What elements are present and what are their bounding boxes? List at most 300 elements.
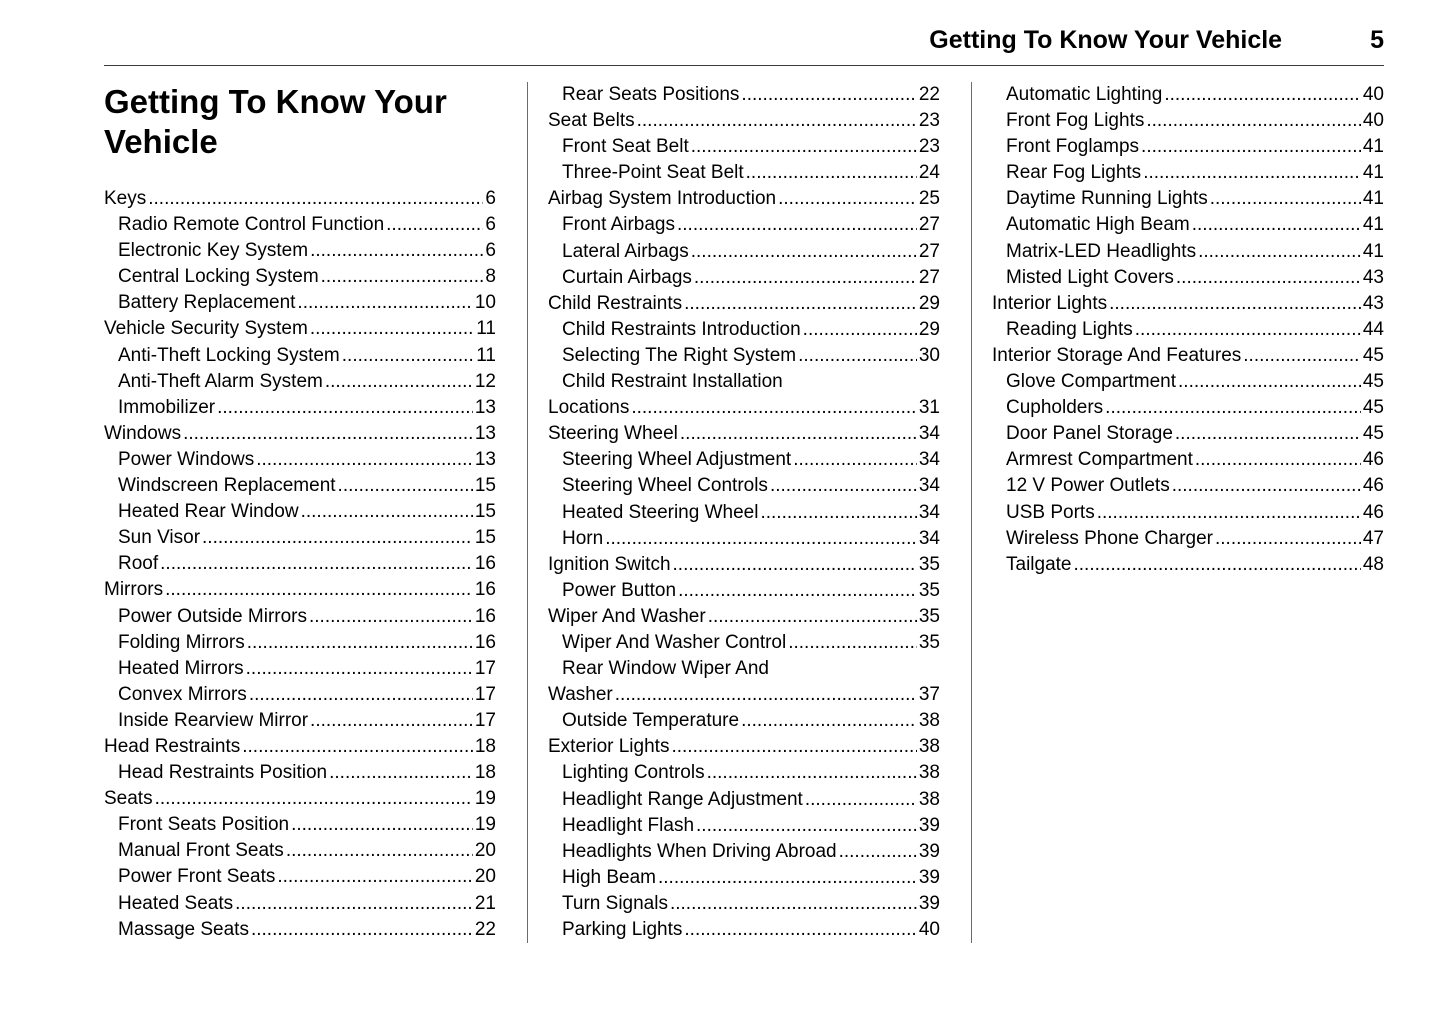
toc-entry-page: 34	[918, 449, 940, 471]
toc-leader-dots	[788, 630, 917, 656]
toc-entry[interactable]	[548, 526, 940, 552]
toc-entry-page: 23	[918, 136, 940, 158]
toc-leader-dots	[310, 316, 474, 342]
toc-entry-label: Inside Rearview Mirror	[118, 709, 309, 731]
toc-leader-dots	[251, 917, 473, 943]
toc-leader-dots	[615, 682, 917, 708]
toc-entry[interactable]	[548, 82, 940, 108]
toc-leader-dots	[148, 186, 483, 212]
toc-entry[interactable]	[104, 734, 496, 760]
toc-entry-label: Power Outside Mirrors	[118, 605, 307, 627]
toc-leader-dots	[217, 395, 473, 421]
toc-leader-dots	[760, 500, 916, 526]
toc-entry[interactable]	[548, 917, 940, 943]
toc-entry-page: 29	[918, 318, 940, 340]
toc-entry[interactable]	[104, 395, 496, 421]
toc-entry-page: 18	[474, 735, 496, 757]
toc-entry-page: 13	[474, 422, 496, 444]
toc-entry[interactable]	[104, 577, 496, 603]
toc-leader-dots	[338, 473, 473, 499]
toc-entry-label: Rear Window Wiper And	[562, 658, 769, 680]
toc-entry[interactable]	[992, 239, 1384, 265]
column-divider	[527, 82, 528, 943]
toc-entry-label: Automatic Lighting	[1006, 84, 1163, 105]
toc-leader-dots	[165, 577, 473, 603]
toc-leader-dots	[1178, 369, 1361, 395]
toc-entry-page: 13	[474, 396, 496, 418]
toc-entry[interactable]	[548, 343, 940, 369]
toc-entry[interactable]	[992, 82, 1384, 108]
toc-entry-page: 13	[474, 448, 496, 470]
toc-entry[interactable]	[548, 160, 940, 186]
toc-entry-page: 20	[474, 840, 496, 862]
toc-entry-label: Glove Compartment	[1006, 371, 1177, 393]
toc-entry-label: Central Locking System	[118, 266, 319, 288]
toc-leader-dots	[342, 343, 475, 369]
toc-entry-page: 6	[485, 188, 496, 209]
toc-leader-dots	[1195, 447, 1361, 473]
toc-entry-page: 27	[918, 240, 940, 262]
toc-entry[interactable]	[104, 760, 496, 786]
toc-entry[interactable]	[992, 369, 1384, 395]
toc-entry-page: 34	[918, 475, 940, 497]
column-divider	[971, 82, 972, 943]
toc-entry-label: Heated Seats	[118, 892, 234, 914]
toc-entry-page: 35	[918, 631, 940, 653]
toc-leader-dots	[286, 838, 473, 864]
toc-list-3	[992, 82, 1384, 578]
toc-entry[interactable]	[104, 630, 496, 656]
toc-leader-dots	[291, 812, 473, 838]
toc-entry[interactable]	[548, 108, 940, 134]
section-title: Getting To Know Your Vehicle	[104, 83, 447, 160]
toc-entry-label: Immobilizer	[118, 396, 216, 418]
toc-entry-page: 10	[474, 292, 496, 314]
toc-entry[interactable]	[548, 265, 940, 291]
toc-entry[interactable]	[548, 212, 940, 238]
toc-leader-dots	[1109, 291, 1361, 317]
toc-entry-page: 6	[485, 240, 496, 262]
toc-leader-dots	[235, 891, 473, 917]
toc-leader-dots	[778, 186, 917, 212]
toc-entry[interactable]	[104, 316, 496, 342]
toc-leader-dots	[637, 108, 917, 134]
toc-entry-page: 40	[1362, 110, 1384, 132]
toc-entry-page: 48	[1362, 553, 1384, 575]
toc-entry-page: 45	[1362, 423, 1384, 445]
toc-leader-dots	[684, 917, 916, 943]
toc-entry-label: Heated Rear Window	[118, 501, 299, 523]
toc-entry[interactable]	[992, 343, 1384, 369]
toc-leader-dots	[691, 134, 917, 160]
toc-entry-page: 43	[1362, 292, 1384, 314]
toc-entry-page: 23	[918, 110, 940, 132]
toc-entry-label: Armrest Compartment	[1006, 449, 1193, 471]
toc-entry-page: 31	[918, 397, 940, 419]
toc-leader-dots	[605, 526, 917, 552]
toc-leader-dots	[803, 317, 917, 343]
toc-leader-dots	[684, 291, 917, 317]
toc-entry-label: Headlight Range Adjustment	[562, 788, 803, 810]
toc-entry-page: 41	[1362, 188, 1384, 210]
toc-entry-label: Ignition Switch	[548, 553, 671, 575]
toc-leader-dots	[1074, 552, 1361, 578]
toc-entry-page: 12	[474, 370, 496, 392]
toc-entry-label: Anti-Theft Locking System	[118, 344, 340, 366]
toc-entry[interactable]	[548, 369, 940, 395]
toc-entry[interactable]	[992, 317, 1384, 343]
toc-leader-dots	[746, 160, 917, 186]
toc-entry-page: 16	[474, 579, 496, 601]
toc-entry[interactable]	[104, 369, 496, 395]
toc-entry[interactable]	[548, 604, 940, 630]
toc-entry-label: Front Foglamps	[1006, 136, 1140, 158]
toc-entry-label: Anti-Theft Alarm System	[118, 370, 323, 392]
toc-entry[interactable]	[104, 917, 496, 943]
toc-entry[interactable]	[548, 239, 940, 265]
toc-entry[interactable]	[992, 447, 1384, 473]
toc-entry-page: 39	[918, 840, 940, 862]
toc-leader-dots	[1143, 160, 1361, 186]
toc-leader-dots	[1192, 212, 1361, 238]
toc-entry-label: Keys	[104, 188, 147, 209]
toc-entry-page: 35	[918, 579, 940, 601]
toc-entry-page: 22	[918, 84, 940, 105]
toc-entry[interactable]	[992, 134, 1384, 160]
toc-entry-label: 12 V Power Outlets	[1006, 475, 1170, 497]
toc-entry-label: Interior Storage And Features	[992, 344, 1242, 366]
toc-entry-page: 16	[474, 631, 496, 653]
toc-leader-dots	[1141, 134, 1361, 160]
toc-leader-dots	[310, 238, 483, 264]
toc-entry[interactable]	[104, 421, 496, 447]
toc-entry[interactable]	[104, 864, 496, 890]
toc-entry[interactable]	[104, 473, 496, 499]
toc-entry[interactable]	[548, 734, 940, 760]
toc-entry[interactable]	[104, 238, 496, 264]
toc-entry-label: Power Button	[562, 579, 677, 601]
toc-leader-dots	[691, 239, 917, 265]
toc-leader-dots	[673, 552, 917, 578]
toc-leader-dots	[325, 369, 473, 395]
toc-entry-page: 39	[918, 814, 940, 836]
toc-entry[interactable]	[548, 395, 940, 421]
toc-entry[interactable]	[548, 134, 940, 160]
toc-entry-label: Airbag System Introduction	[548, 188, 777, 210]
toc-entry-label: Parking Lights	[562, 919, 683, 940]
toc-entry[interactable]	[548, 552, 940, 578]
toc-entry[interactable]	[548, 186, 940, 212]
toc-entry[interactable]	[548, 656, 940, 682]
toc-entry[interactable]	[104, 525, 496, 551]
toc-entry-page: 35	[918, 553, 940, 575]
toc-leader-dots	[1176, 265, 1361, 291]
toc-entry-page: 43	[1362, 266, 1384, 288]
toc-entry-label: Steering Wheel Adjustment	[562, 449, 792, 471]
toc-entry[interactable]	[548, 865, 940, 891]
toc-entry[interactable]	[992, 186, 1384, 212]
toc-entry-page: 38	[918, 736, 940, 758]
toc-entry-page: 15	[474, 475, 496, 497]
toc-entry[interactable]	[548, 891, 940, 917]
toc-entry-label: Massage Seats	[118, 918, 249, 940]
toc-leader-dots	[1146, 108, 1361, 134]
toc-entry-page: 41	[1362, 240, 1384, 262]
toc-leader-dots	[1105, 395, 1361, 421]
toc-entry[interactable]	[548, 760, 940, 786]
toc-leader-dots	[741, 708, 917, 734]
toc-leader-dots	[247, 630, 473, 656]
toc-entry-page: 21	[474, 892, 496, 914]
toc-entry[interactable]	[548, 813, 940, 839]
toc-entry-label: Washer	[548, 684, 613, 706]
toc-entry-label: Windows	[104, 422, 182, 444]
toc-entry[interactable]	[104, 343, 496, 369]
toc-entry-label: Rear Seats Positions	[562, 84, 740, 105]
toc-entry-label: Automatic High Beam	[1006, 214, 1190, 236]
toc-entry[interactable]	[548, 630, 940, 656]
toc-entry[interactable]	[104, 447, 496, 473]
toc-leader-dots	[1215, 526, 1361, 552]
toc-entry-label: Wiper And Washer	[548, 605, 706, 627]
toc-entry[interactable]	[992, 552, 1384, 578]
toc-leader-dots	[696, 813, 917, 839]
toc-entry-label: Mirrors	[104, 579, 164, 601]
toc-entry-label: USB Ports	[1006, 501, 1095, 523]
toc-entry-label: Convex Mirrors	[118, 683, 247, 705]
toc-entry[interactable]	[548, 291, 940, 317]
toc-entry[interactable]	[548, 421, 940, 447]
toc-entry[interactable]	[548, 473, 940, 499]
toc-entry-page: 34	[918, 501, 940, 523]
toc-entry-label: Front Fog Lights	[1006, 110, 1145, 132]
toc-entry[interactable]	[104, 812, 496, 838]
toc-leader-dots	[677, 212, 917, 238]
toc-entry-label: Radio Remote Control Function	[118, 214, 385, 236]
toc-leader-dots	[160, 551, 473, 577]
toc-leader-dots	[680, 421, 917, 447]
toc-leader-dots	[183, 421, 473, 447]
toc-entry-label: Heated Mirrors	[118, 657, 244, 679]
toc-leader-dots	[1097, 500, 1361, 526]
toc-entry-page: 38	[918, 788, 940, 810]
toc-entry-label: Reading Lights	[1006, 318, 1133, 340]
toc-entry-page: 38	[918, 710, 940, 732]
toc-leader-dots	[246, 656, 473, 682]
toc-entry-page: 15	[474, 501, 496, 523]
toc-leader-dots	[670, 891, 917, 917]
toc-leader-dots	[1243, 343, 1361, 369]
toc-entry-page: 18	[474, 762, 496, 784]
toc-entry-page: 45	[1362, 371, 1384, 393]
toc-entry-label: Misted Light Covers	[1006, 266, 1174, 288]
toc-leader-dots	[694, 265, 917, 291]
toc-entry[interactable]	[992, 108, 1384, 134]
toc-entry-label: Tailgate	[1006, 553, 1072, 575]
toc-entry[interactable]	[104, 682, 496, 708]
toc-leader-dots	[242, 734, 473, 760]
toc-entry-label: Headlight Flash	[562, 814, 695, 836]
toc-entry-page: 25	[918, 188, 940, 210]
toc-entry-page: 39	[918, 892, 940, 914]
toc-entry[interactable]	[992, 500, 1384, 526]
toc-entry[interactable]	[548, 787, 940, 813]
toc-entry-page: 34	[918, 527, 940, 549]
toc-entry-page: 17	[474, 657, 496, 679]
toc-entry-label: Windscreen Replacement	[118, 475, 336, 497]
toc-leader-dots	[202, 525, 473, 551]
toc-entry[interactable]	[548, 682, 940, 708]
toc-leader-dots	[1198, 239, 1361, 265]
toc-entry-page: 41	[1362, 136, 1384, 158]
toc-entry[interactable]	[992, 395, 1384, 421]
toc-list-2	[548, 82, 940, 943]
toc-entry-label: Wireless Phone Charger	[1006, 527, 1213, 549]
toc-entry-page: 30	[918, 344, 940, 366]
toc-leader-dots	[277, 864, 473, 890]
toc-entry-page: 41	[1362, 214, 1384, 236]
toc-entry-page: 11	[476, 318, 496, 340]
toc-leader-dots	[671, 734, 916, 760]
toc-entry-label: Matrix-LED Headlights	[1006, 240, 1197, 262]
toc-entry[interactable]	[104, 786, 496, 812]
toc-entry[interactable]	[992, 421, 1384, 447]
toc-entry-page: 29	[918, 292, 940, 314]
toc-entry[interactable]	[104, 264, 496, 290]
toc-entry-page: 46	[1362, 501, 1384, 523]
toc-list-1	[104, 186, 496, 943]
running-header-title: Getting To Know Your Vehicle	[929, 26, 1283, 54]
toc-entry-label: Interior Lights	[992, 292, 1108, 314]
toc-entry[interactable]	[548, 500, 940, 526]
toc-entry-label: Child Restraints	[548, 292, 683, 314]
toc-leader-dots	[310, 708, 473, 734]
toc-entry-page: 17	[474, 709, 496, 731]
toc-entry-label: Locations	[548, 397, 630, 419]
toc-entry-page: 24	[918, 162, 940, 184]
toc-leader-dots	[805, 787, 917, 813]
toc-entry-page: 19	[474, 814, 496, 836]
toc-entry[interactable]	[548, 708, 940, 734]
toc-entry-label: Sun Visor	[118, 527, 201, 549]
toc-entry-label: Exterior Lights	[548, 736, 670, 758]
toc-entry-label: Vehicle Security System	[104, 318, 308, 340]
toc-entry-page: 16	[474, 553, 496, 575]
toc-leader-dots	[798, 343, 917, 369]
toc-leader-dots	[678, 578, 917, 604]
toc-entry-label: Heated Steering Wheel	[562, 501, 759, 523]
toc-entry-label: Wiper And Washer Control	[562, 631, 787, 653]
toc-entry-page: 6	[485, 214, 496, 236]
toc-entry-label: Headlights When Driving Abroad	[562, 840, 837, 862]
toc-leader-dots	[658, 865, 917, 891]
toc-entry[interactable]	[104, 604, 496, 630]
toc-entry-label: Outside Temperature	[562, 710, 740, 732]
toc-entry[interactable]	[104, 891, 496, 917]
toc-entry-page: 40	[1362, 84, 1384, 105]
toc-column-1	[104, 82, 496, 943]
toc-entry-page: 27	[918, 266, 940, 288]
toc-entry[interactable]	[104, 499, 496, 525]
toc-leader-dots	[839, 839, 917, 865]
toc-entry-label: Manual Front Seats	[118, 840, 284, 862]
toc-column-2	[548, 82, 940, 943]
toc-entry-label: Horn	[562, 527, 604, 549]
toc-leader-dots	[708, 604, 917, 630]
toc-entry-label: Curtain Airbags	[562, 266, 692, 288]
toc-entry-page: 39	[918, 866, 940, 888]
toc-entry[interactable]	[104, 838, 496, 864]
toc-entry[interactable]	[548, 839, 940, 865]
toc-entry-label: Lateral Airbags	[562, 240, 689, 262]
toc-leader-dots	[631, 395, 917, 421]
toc-leader-dots	[155, 786, 473, 812]
toc-entry-page: 41	[1362, 162, 1384, 184]
toc-entry[interactable]	[104, 186, 496, 212]
toc-entry-label: Head Restraints	[104, 735, 241, 757]
toc-entry-label: Folding Mirrors	[118, 631, 245, 653]
toc-entry-page: 46	[1362, 475, 1384, 497]
toc-entry[interactable]	[992, 212, 1384, 238]
toc-entry-label: Cupholders	[1006, 397, 1104, 419]
toc-entry[interactable]	[992, 473, 1384, 499]
toc-entry[interactable]	[548, 578, 940, 604]
toc-entry-label: Electronic Key System	[118, 240, 309, 262]
page-header	[104, 26, 1384, 66]
toc-leader-dots	[793, 447, 917, 473]
toc-entry-page: 38	[918, 762, 940, 784]
toc-leader-dots	[329, 760, 473, 786]
toc-entry[interactable]	[104, 656, 496, 682]
toc-column-3	[992, 82, 1384, 943]
toc-leader-dots	[249, 682, 473, 708]
toc-entry-label: Head Restraints Position	[118, 762, 328, 784]
toc-entry-page: 45	[1362, 397, 1384, 419]
toc-entry-page: 20	[474, 866, 496, 888]
toc-entry-page: 35	[918, 605, 940, 627]
toc-entry[interactable]	[992, 291, 1384, 317]
toc-entry[interactable]	[104, 290, 496, 316]
toc-entry[interactable]	[548, 447, 940, 473]
toc-entry-label: Power Front Seats	[118, 866, 276, 888]
toc-leader-dots	[1210, 186, 1361, 212]
toc-entry-page: 17	[474, 683, 496, 705]
toc-entry-page: 15	[474, 527, 496, 549]
toc-entry-label: Lighting Controls	[562, 762, 705, 784]
toc-entry-page: 46	[1362, 449, 1384, 471]
toc-entry-page: 19	[474, 788, 496, 810]
toc-entry-page: 8	[485, 266, 496, 288]
toc-entry[interactable]	[548, 317, 940, 343]
toc-entry[interactable]	[992, 526, 1384, 552]
toc-leader-dots	[256, 447, 473, 473]
toc-entry-label: Door Panel Storage	[1006, 423, 1173, 445]
toc-entry[interactable]	[104, 708, 496, 734]
toc-entry-label: Roof	[118, 553, 159, 575]
toc-entry-page: 45	[1362, 344, 1384, 366]
toc-entry[interactable]	[104, 551, 496, 577]
toc-leader-dots	[707, 760, 917, 786]
toc-entry[interactable]	[992, 265, 1384, 291]
toc-entry[interactable]	[104, 212, 496, 238]
toc-leader-dots	[1135, 317, 1361, 343]
toc-entry-label: Turn Signals	[562, 892, 668, 914]
toc-entry-page: 11	[476, 344, 496, 366]
toc-entry-label: Rear Fog Lights	[1006, 162, 1142, 184]
toc-entry-label: High Beam	[562, 866, 656, 888]
toc-leader-dots	[386, 212, 483, 238]
toc-entry[interactable]	[992, 160, 1384, 186]
